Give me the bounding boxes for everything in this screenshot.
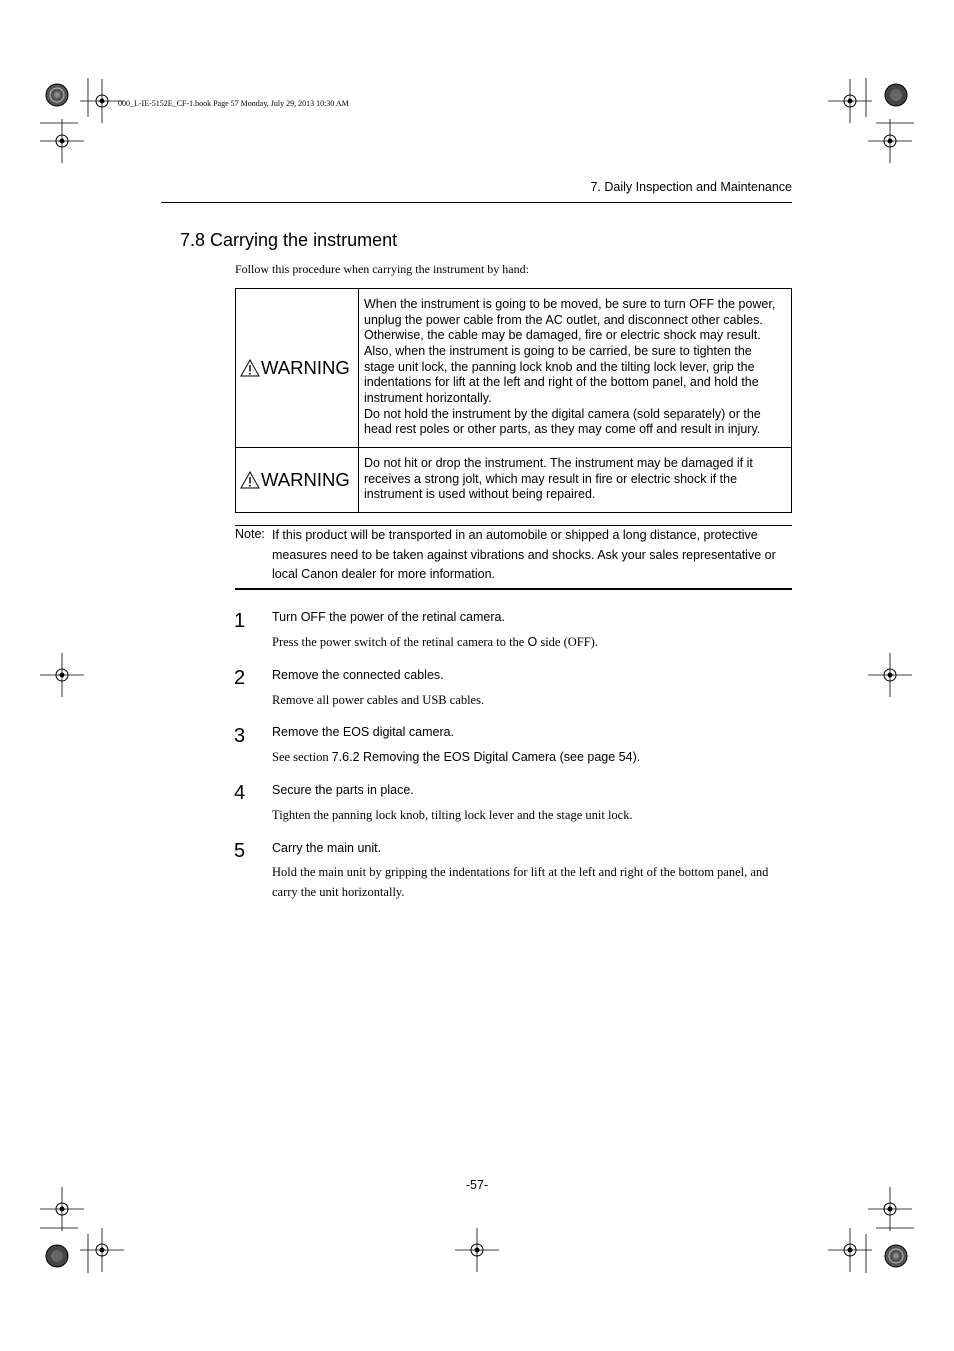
step-description-text: side (OFF). xyxy=(537,635,598,649)
step-description-text: Press the power switch of the retinal camera to the xyxy=(272,635,528,649)
step-number: 5 xyxy=(234,840,246,862)
step-number: 4 xyxy=(234,782,246,804)
warning-text: When the instrument is going to be moved, be sure to turn OFF the power, unplug the power cable from the AC outlet, and disconnect other cables. Otherwise, the cable may be damaged, fire or electric shock may result. Also, when the instrument is going to be carried, be sure to tighten the stage unit lock, the panning lock knob and the tilting lock lever, grip the indentations for lift at the left and right of the bottom panel, and hold the instrument horizontally. xyxy=(364,296,776,406)
warning-table xyxy=(235,288,792,513)
warning-text: Do not hit or drop the instrument. The instrument may be damaged if it receives a strong jolt, which may result in fire or electric shock if the instrument is used without being repaired. xyxy=(364,455,753,502)
warning-text-cell xyxy=(359,448,792,513)
section-title: 7.8 Carrying the instrument xyxy=(180,230,398,250)
step-title: Secure the parts in place. xyxy=(272,783,414,797)
note-text: If this product will be transported in an automobile or shipped a long distance, protective measures need to be taken against vibrations and shocks. Ask your sales representative or local Canon dealer for more information. xyxy=(272,528,776,581)
step-description: Remove all power cables and USB cables. xyxy=(272,693,485,707)
step-title: Remove the EOS digital camera. xyxy=(272,725,455,739)
warning-triangle-icon xyxy=(240,359,260,377)
print-job-line: 000_L-IE-5152E_CF-1.book Page 57 Monday, July 29, 2013 10:30 AM xyxy=(118,99,349,108)
step-description: Tighten the panning lock knob, tilting lock lever and the stage unit lock. xyxy=(272,808,633,822)
header-rule xyxy=(161,202,792,203)
warning-triangle-icon xyxy=(240,471,260,489)
step-number: 1 xyxy=(234,610,246,632)
warning-label: WARNING xyxy=(261,469,350,490)
page-number: -57- xyxy=(465,1178,489,1192)
step-title: Turn OFF the power of the retinal camera. xyxy=(272,610,505,624)
cross-reference-link[interactable]: 7.6.2 Removing the EOS Digital Camera (see page 54). xyxy=(331,750,641,764)
warning-label: WARNING xyxy=(261,357,350,378)
note-label: Note: xyxy=(235,527,265,541)
step-title: Carry the main unit. xyxy=(272,841,382,855)
warning-text-2: Do not hold the instrument by the digital camera (sold separately) or the head rest poles or other parts, as they may come off and result in injury. xyxy=(364,406,761,437)
note-bottom-rule xyxy=(235,588,792,590)
off-symbol: O xyxy=(527,635,538,649)
step-description xyxy=(272,747,792,767)
intro-text: Follow this procedure when carrying the instrument by hand: xyxy=(235,262,529,276)
running-head: 7. Daily Inspection and Maintenance xyxy=(590,180,792,194)
step-number: 3 xyxy=(234,725,246,747)
step-number: 2 xyxy=(234,667,246,689)
step-description xyxy=(272,632,792,652)
warning-label-cell xyxy=(236,289,359,448)
warning-label-cell xyxy=(236,448,359,513)
step-description-text: See section xyxy=(272,750,332,764)
warning-row xyxy=(236,448,792,513)
warning-row xyxy=(236,289,792,448)
step-description: Hold the main unit by gripping the indentations for lift at the left and right of the bottom panel, and carry the unit horizontally. xyxy=(272,865,769,899)
warning-text-cell xyxy=(359,289,792,448)
step-title: Remove the connected cables. xyxy=(272,668,444,682)
